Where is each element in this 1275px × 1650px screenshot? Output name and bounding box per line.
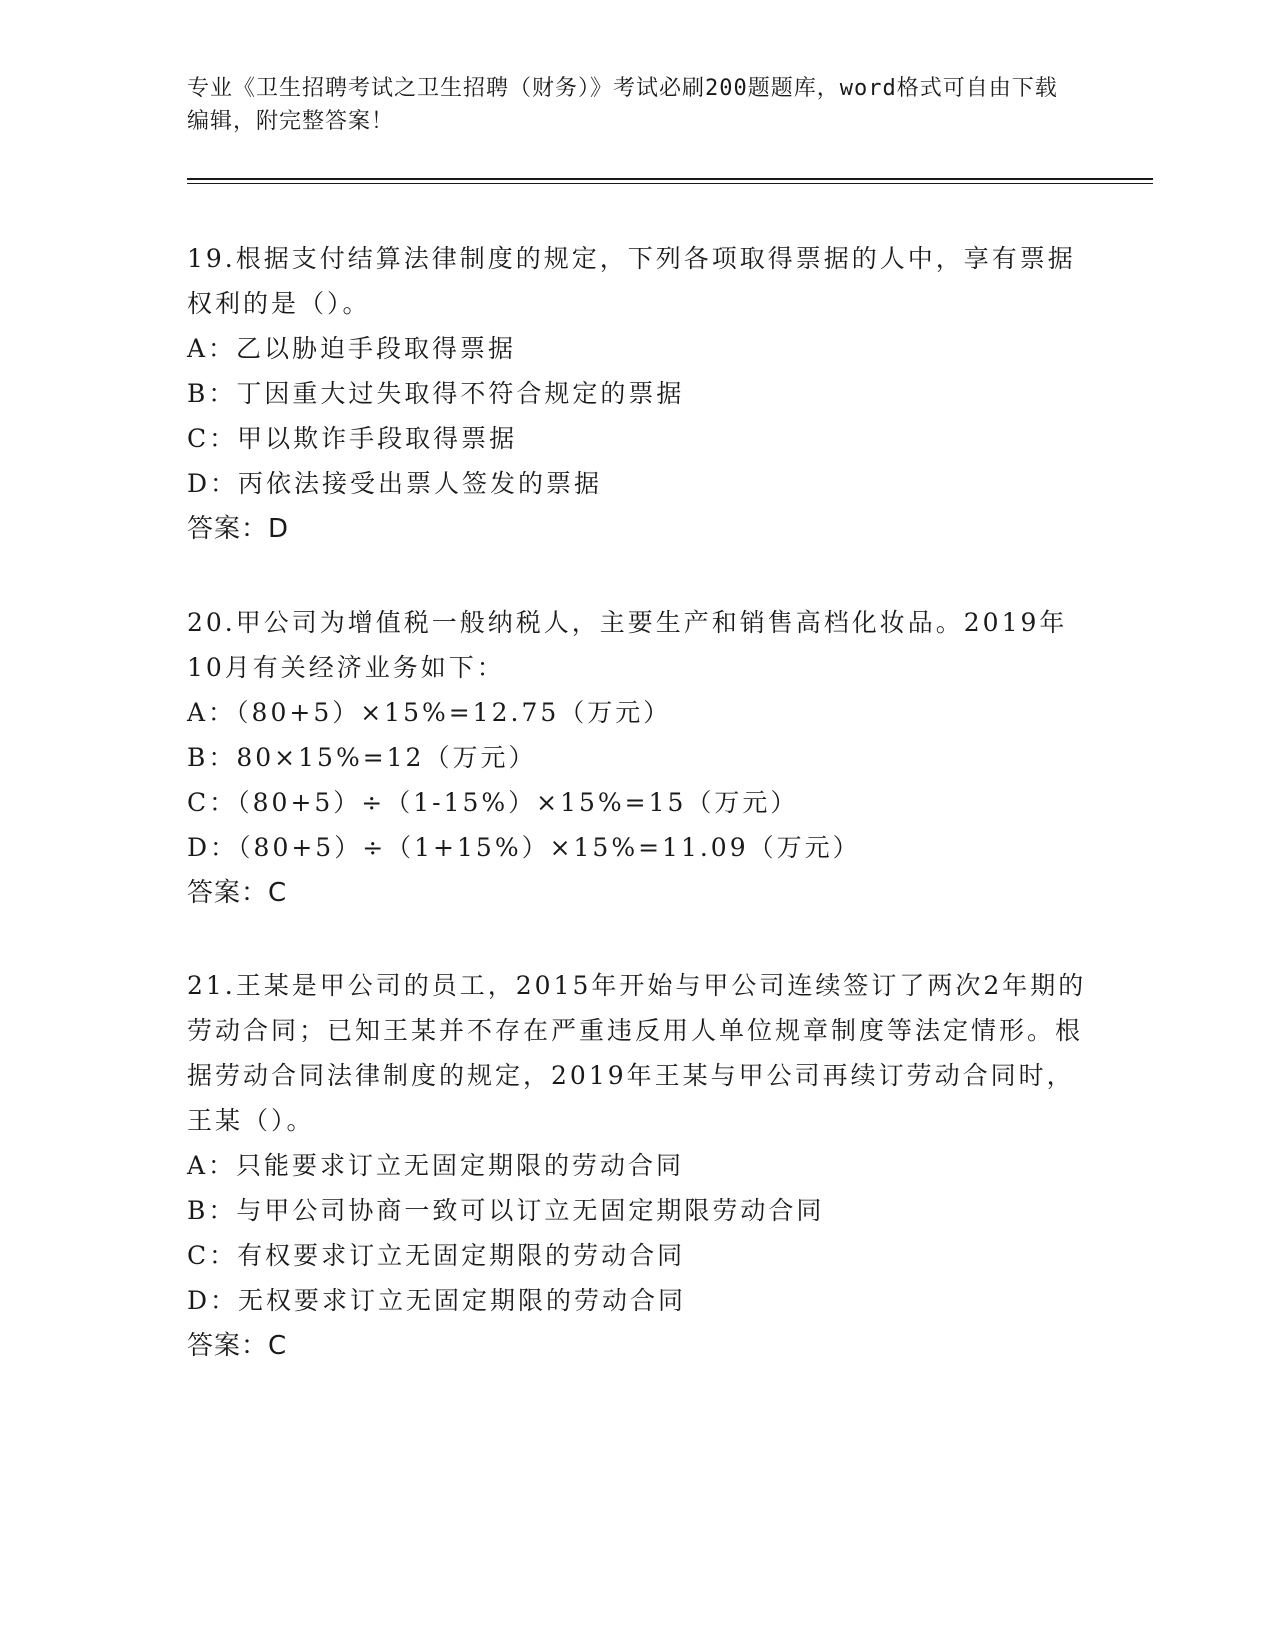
question-stem: 20.甲公司为增值税一般纳税人，主要生产和销售高档化妆品。2019年10月有关经济业务如下：: [187, 608, 1068, 682]
question-stem: 21.王某是甲公司的员工，2015年开始与甲公司连续签订了两次2年期的劳动合同；已知王某并不存在严重违反用人单位规章制度等法定情形。根据劳动合同法律制度的规定，2019年王某与甲公司再续订劳动合同时，王某（）。: [187, 971, 1087, 1135]
option-a: A：（80+5）×15%=12.75（万元）: [187, 698, 672, 727]
option-b: B：与甲公司协商一致可以订立无固定期限劳动合同: [187, 1196, 825, 1225]
option-c: C：甲以欺诈手段取得票据: [187, 424, 518, 453]
answer: 答案：C: [187, 1331, 288, 1361]
answer: 答案：D: [187, 514, 290, 544]
option-c: C：有权要求订立无固定期限的劳动合同: [187, 1241, 686, 1270]
option-d: D：丙依法接受出票人签发的票据: [187, 469, 603, 498]
option-a: A：乙以胁迫手段取得票据: [187, 334, 517, 363]
document-header: 专业《卫生招聘考试之卫生招聘（财务）》考试必刷200题题库，word格式可自由下载编辑，附完整答案！: [187, 76, 1058, 134]
answer: 答案：C: [187, 878, 288, 908]
option-b: B：80×15%=12（万元）: [187, 743, 537, 772]
option-c: C：（80+5）÷（1-15%）×15%=15（万元）: [187, 788, 799, 817]
question-stem: 19.根据支付结算法律制度的规定，下列各项取得票据的人中，享有票据权利的是（）。: [187, 244, 1076, 318]
header-divider-thin: [187, 183, 1153, 184]
option-d: D：无权要求订立无固定期限的劳动合同: [187, 1286, 687, 1315]
question-19: [187, 236, 1087, 552]
option-b: B：丁因重大过失取得不符合规定的票据: [187, 379, 685, 408]
option-d: D：（80+5）÷（1+15%）×15%=11.09（万元）: [187, 833, 861, 862]
question-21: [187, 963, 1087, 1369]
option-a: A：只能要求订立无固定期限的劳动合同: [187, 1151, 685, 1180]
question-20: [187, 600, 1087, 916]
header-divider-thick: [187, 178, 1153, 180]
